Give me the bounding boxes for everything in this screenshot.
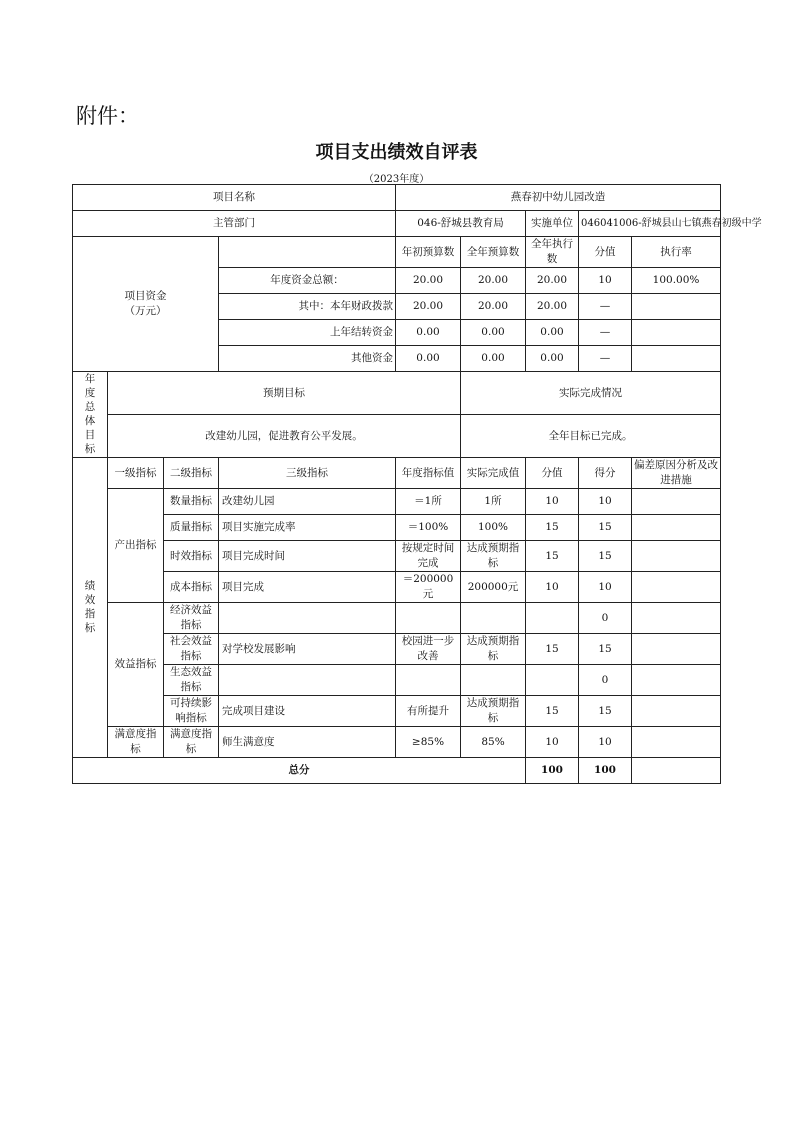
level3-indicator: 完成项目建设 (219, 696, 396, 727)
level3-indicator: 对学校发展影响 (219, 634, 396, 665)
funds-header-cell: 执行率 (632, 237, 721, 268)
funds-header-cell: 全年预算数 (461, 237, 526, 268)
perf-header-cell: 一级指标 (108, 458, 164, 489)
indicator-row (73, 696, 721, 727)
total-note (632, 758, 721, 784)
total-label: 总分 (73, 758, 526, 784)
impl-label: 实施单位 (526, 211, 579, 237)
actual-value: 达成预期指标 (461, 696, 526, 727)
deviation-note (632, 665, 721, 696)
deviation-note (632, 696, 721, 727)
level2-indicator: 时效指标 (164, 541, 219, 572)
deviation-note (632, 727, 721, 758)
score-value: 10 (526, 572, 579, 603)
funds-row-label: 年度资金总额： (219, 268, 396, 294)
actual-value: 85% (461, 727, 526, 758)
actual-value: 达成预期指标 (461, 634, 526, 665)
deviation-note (632, 515, 721, 541)
level3-indicator (219, 665, 396, 696)
indicator-row (73, 572, 721, 603)
got-value: 0 (579, 603, 632, 634)
got-value: 10 (579, 727, 632, 758)
funds-value: — (579, 320, 632, 346)
level2-indicator: 质量指标 (164, 515, 219, 541)
project-name-label: 项目名称 (73, 185, 396, 211)
score-value: 15 (526, 541, 579, 572)
actual-value (461, 603, 526, 634)
indicator-row (73, 515, 721, 541)
funds-value (632, 320, 721, 346)
target-value: ＝200000元 (396, 572, 461, 603)
perf-header-cell: 二级指标 (164, 458, 219, 489)
project-name-row (73, 185, 721, 211)
funds-value: 0.00 (461, 346, 526, 372)
actual-value: 200000元 (461, 572, 526, 603)
got-value: 0 (579, 665, 632, 696)
funds-label: 项目资金 （万元） (73, 237, 219, 372)
deviation-note (632, 489, 721, 515)
funds-header-cell: 年初预算数 (396, 237, 461, 268)
perf-header-row (73, 458, 721, 489)
target-value (396, 665, 461, 696)
dept-label: 主管部门 (73, 211, 396, 237)
level3-indicator: 改建幼儿园 (219, 489, 396, 515)
score-value: 15 (526, 634, 579, 665)
funds-value: 20.00 (396, 268, 461, 294)
expected-header: 预期目标 (108, 372, 461, 415)
funds-value: 20.00 (526, 268, 579, 294)
target-value: ＝1所 (396, 489, 461, 515)
indicator-row (73, 634, 721, 665)
total-got: 100 (579, 758, 632, 784)
got-value: 10 (579, 572, 632, 603)
actual-value (461, 665, 526, 696)
level1-indicator: 满意度指标 (108, 727, 164, 758)
funds-row-label: 其他资金 (219, 346, 396, 372)
score-value: 10 (526, 489, 579, 515)
perf-header-cell: 三级指标 (219, 458, 396, 489)
goals-label (73, 372, 108, 458)
funds-value: 20.00 (526, 294, 579, 320)
deviation-note (632, 603, 721, 634)
funds-row-label: 其中：本年财政拨款 (219, 294, 396, 320)
actual-goal: 全年目标已完成。 (461, 415, 721, 458)
actual-header: 实际完成情况 (461, 372, 721, 415)
perf-header-cell: 年度指标值 (396, 458, 461, 489)
score-value: 10 (526, 727, 579, 758)
target-value: 按规定时间完成 (396, 541, 461, 572)
score-value (526, 603, 579, 634)
got-value: 15 (579, 515, 632, 541)
level3-indicator: 师生满意度 (219, 727, 396, 758)
deviation-note (632, 572, 721, 603)
level2-indicator: 可持续影响指标 (164, 696, 219, 727)
goals-content-row (73, 415, 721, 458)
perf-header-cell: 偏差原因分析及改进措施 (632, 458, 721, 489)
funds-value (632, 346, 721, 372)
funds-value: 0.00 (396, 320, 461, 346)
actual-value: 100% (461, 515, 526, 541)
target-value: 校园进一步改善 (396, 634, 461, 665)
funds-value: 0.00 (526, 320, 579, 346)
level3-indicator: 项目实施完成率 (219, 515, 396, 541)
score-value: 15 (526, 696, 579, 727)
expected-goal: 改建幼儿园，促进教育公平发展。 (108, 415, 461, 458)
funds-value: 20.00 (461, 268, 526, 294)
level1-indicator: 产出指标 (108, 489, 164, 603)
level2-indicator: 生态效益指标 (164, 665, 219, 696)
vertical-text: 年度总体目标 (84, 373, 96, 455)
level2-indicator: 社会效益指标 (164, 634, 219, 665)
funds-value: — (579, 294, 632, 320)
total-row (73, 758, 721, 784)
actual-value: 1所 (461, 489, 526, 515)
page-title: 项目支出绩效自评表 (315, 142, 478, 163)
funds-value (632, 294, 721, 320)
indicator-row (73, 665, 721, 696)
score-value (526, 665, 579, 696)
dept-value: 046-舒城县教育局 (396, 211, 526, 237)
level1-indicator: 效益指标 (108, 603, 164, 727)
target-value: ≥85% (396, 727, 461, 758)
level3-indicator: 项目完成时间 (219, 541, 396, 572)
self-evaluation-table (72, 184, 762, 784)
perf-header-cell: 得分 (579, 458, 632, 489)
funds-value: 20.00 (461, 294, 526, 320)
funds-value: 100.00% (632, 268, 721, 294)
funds-value: 10 (579, 268, 632, 294)
level3-indicator: 项目完成 (219, 572, 396, 603)
level2-indicator: 满意度指标 (164, 727, 219, 758)
indicator-row (73, 727, 721, 758)
target-value: ＝100% (396, 515, 461, 541)
got-value: 10 (579, 489, 632, 515)
fiscal-year: （2023年度） (363, 174, 430, 185)
got-value: 15 (579, 634, 632, 665)
perf-label (73, 458, 108, 758)
deviation-note (632, 634, 721, 665)
funds-header-row (73, 237, 721, 268)
deviation-note (632, 541, 721, 572)
got-value: 15 (579, 696, 632, 727)
level3-indicator (219, 603, 396, 634)
funds-header-blank (219, 237, 396, 268)
funds-header-cell: 分值 (579, 237, 632, 268)
total-score: 100 (526, 758, 579, 784)
perf-header-cell: 实际完成值 (461, 458, 526, 489)
goals-header-row (73, 372, 721, 415)
funds-value: 0.00 (526, 346, 579, 372)
level2-indicator: 经济效益指标 (164, 603, 219, 634)
perf-header-cell: 分值 (526, 458, 579, 489)
impl-value: 046041006-舒城县山七镇燕春初级中学 (579, 211, 721, 237)
got-value: 15 (579, 541, 632, 572)
vertical-text: 绩效指标 (84, 580, 96, 634)
funds-value: 0.00 (396, 346, 461, 372)
funds-value: 20.00 (396, 294, 461, 320)
indicator-row (73, 489, 721, 515)
target-value (396, 603, 461, 634)
funds-value: — (579, 346, 632, 372)
score-value: 15 (526, 515, 579, 541)
funds-row-label: 上年结转资金 (219, 320, 396, 346)
indicator-row (73, 603, 721, 634)
target-value: 有所提升 (396, 696, 461, 727)
project-name-value: 燕春初中幼儿园改造 (396, 185, 721, 211)
level2-indicator: 成本指标 (164, 572, 219, 603)
funds-header-cell: 全年执行数 (526, 237, 579, 268)
indicator-row (73, 541, 721, 572)
attachment-label: 附件： (76, 104, 139, 128)
level2-indicator: 数量指标 (164, 489, 219, 515)
funds-value: 0.00 (461, 320, 526, 346)
actual-value: 达成预期指标 (461, 541, 526, 572)
department-row (73, 211, 721, 237)
